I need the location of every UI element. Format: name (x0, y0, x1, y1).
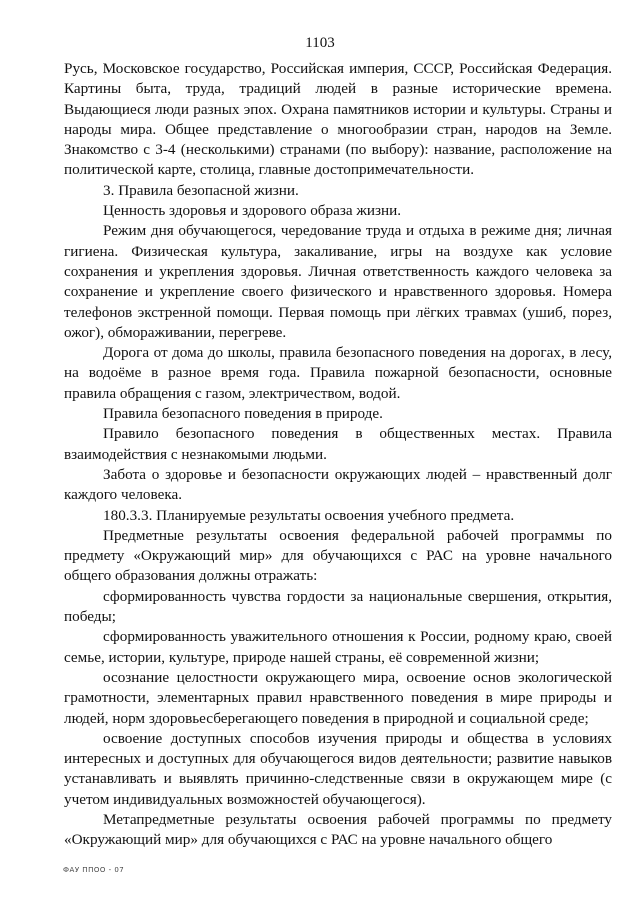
paragraph: сформированность уважительного отношения к России, родному краю, своей семье, истории, культуре, природе нашей страны, её современной жизни; (64, 628, 612, 666)
paragraph: Дорога от дома до школы, правила безопасного поведения на дорогах, в лесу, на водоёме в разное время года. Правила пожарной безопасности, основные правила обращения с газом, электричеством, водой. (64, 344, 612, 402)
paragraph: 3. Правила безопасной жизни. (103, 181, 299, 199)
paragraph: Русь, Московское государство, Российская империя, СССР, Российская Федерация. Картины быта, труда, традиций людей в разные исторические времена. Выдающиеся люди разных эпох. Охрана памятников истории и культуры. Страны и народы мира. Общее представление о многообразии стран, народов на Земле. Знакомство с 3-4 (несколькими) странами (по выбору): название, расположение на политической карте, столица, главные достопримечательности. (64, 60, 612, 179)
page-number: 1103 (305, 35, 335, 51)
paragraph: освоение доступных способов изучения природы и общества в условиях интересных и доступных для обучающегося видов деятельности; развитие навыков устанавливать и выявлять причинно-следственные связи в окружающем мире (с учетом индивидуальных возможностей обучающегося). (64, 729, 612, 808)
paragraph: Метапредметные результаты освоения рабочей программы по предмету «Окружающий мир» для обучающихся с РАС на уровне начального общего (64, 810, 612, 849)
footer-mark: ФАУ ППОО - 07 (63, 866, 125, 874)
paragraph: Правила безопасного поведения в природе. (103, 405, 383, 423)
paragraph: Правило безопасного поведения в общественных местах. Правила взаимодействия с незнакомыми людьми. (64, 425, 612, 463)
paragraph: осознание целостности окружающего мира, освоение основ экологической грамотности, элементарных правил нравственного поведения в мире природы и людей, норм здоровьесберегающего поведения в природной и социальной среде; (64, 668, 612, 727)
paragraph: сформированность чувства гордости за национальные свершения, открытия, победы; (64, 587, 612, 626)
paragraph: Забота о здоровье и безопасности окружающих людей – нравственный долг каждого человека. (64, 465, 612, 504)
paragraph: Ценность здоровья и здорового образа жизни. (103, 202, 402, 220)
paragraph: 180.3.3. Планируемые результаты освоения учебного предмета. (103, 506, 515, 524)
body-text (64, 59, 612, 851)
paragraph: Режим дня обучающегося, чередование труда и отдыха в режиме дня; личная гигиена. Физическая культура, закаливание, игры на воздухе как условие сохранения и укрепления здоровья. Личная ответственность каждого человека за сохранение и укрепление своего физического и нравственного здоровья. Номера телефонов экстренной помощи. Первая помощь при лёгких травмах (ушиб, порез, ожог), обмораживании, перегреве. (64, 222, 612, 341)
paragraph: Предметные результаты освоения федеральной рабочей программы по предмету «Окружающий мир» для обучающихся с РАС на уровне начального общего образования должны отражать: (64, 526, 612, 585)
